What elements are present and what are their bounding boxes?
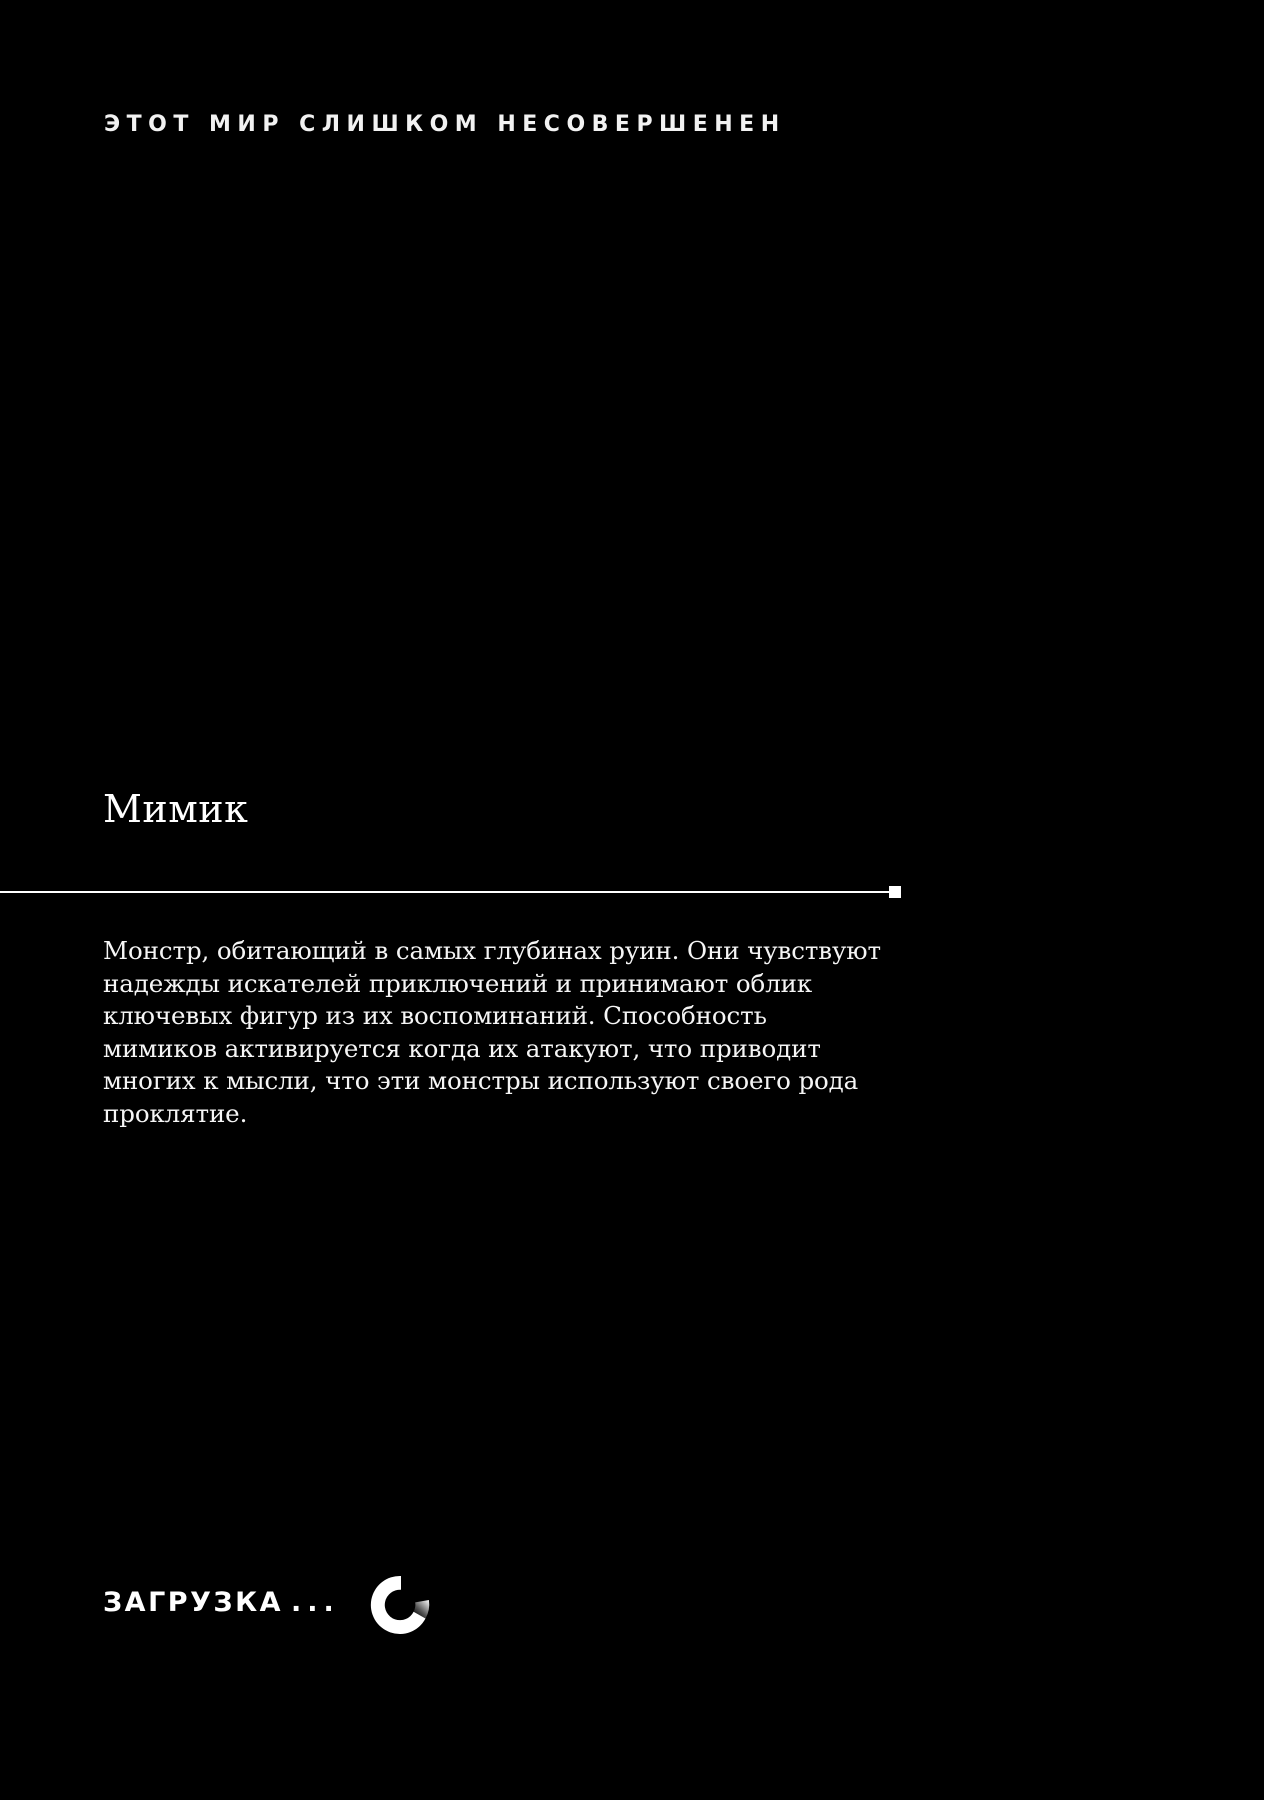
loading-dots: ... bbox=[291, 1586, 340, 1618]
entry-description: Монстр, обитающий в самых глубинах руин. Они чувствуют надежды искателей приключений и принимают облик ключевых фигур из их воспоминаний. Способность мимиков активируется когда их атакуют, что приводит многих к мысли, что эти монстры используют своего рода проклятие. bbox=[103, 936, 881, 1128]
loading-spinner-icon bbox=[368, 1572, 434, 1638]
page-title: Мимик bbox=[103, 787, 249, 831]
tagline: ЭТОТ МИР СЛИШКОМ НЕСОВЕРШЕНЕН bbox=[104, 112, 786, 137]
loading-label: ЗАГРУЗКА bbox=[103, 1586, 284, 1618]
loading-indicator bbox=[103, 1566, 434, 1638]
divider bbox=[0, 891, 892, 893]
divider-end-node bbox=[889, 886, 901, 898]
